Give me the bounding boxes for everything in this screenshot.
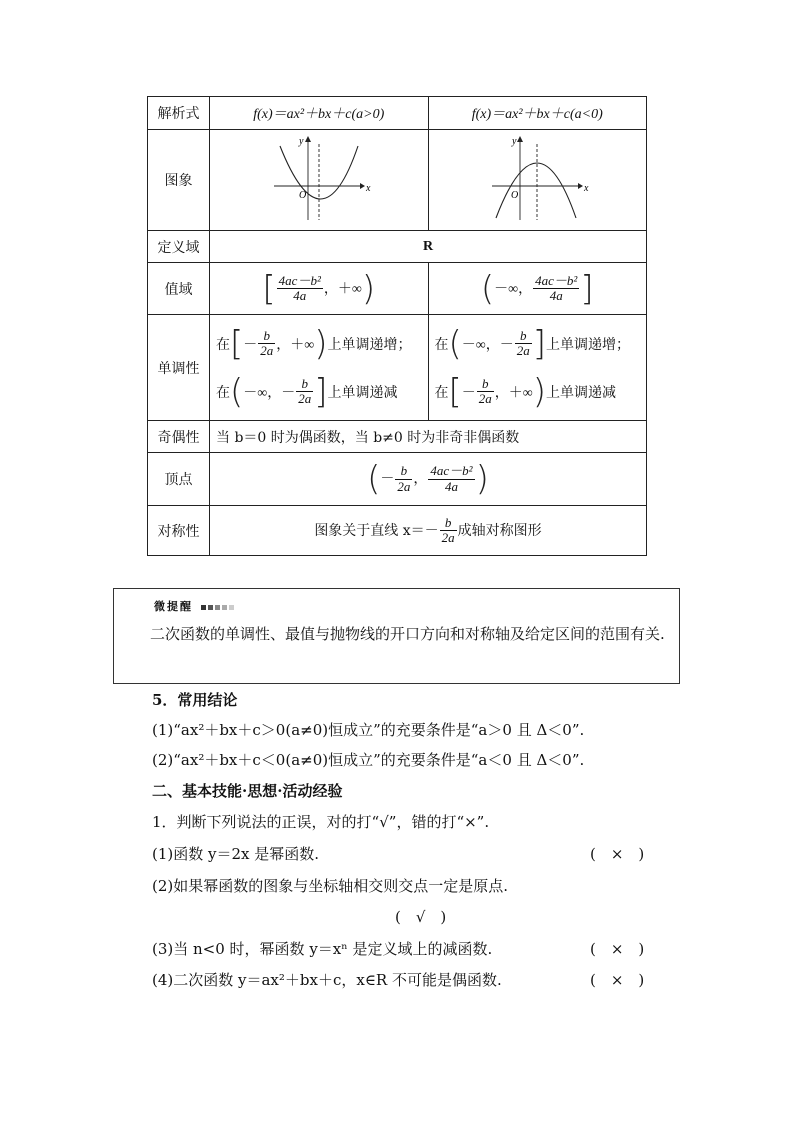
- y-axis-label: y: [298, 136, 304, 147]
- fraction-numerator: 4ac－b²: [535, 272, 578, 288]
- table-row-domain: [148, 231, 647, 263]
- range-a-positive: [ $\frac{\text{4ac－b²}}{4a}$ ，＋∞): [210, 263, 429, 315]
- row-label: 值域: [148, 263, 210, 315]
- list-item: (2)如果幂函数的图象与坐标轴相交则交点一定是原点.: [152, 877, 509, 895]
- conclusions-heading: 5．常用结论: [152, 691, 238, 709]
- row-label: 顶点: [148, 453, 210, 506]
- row-label: 图象: [148, 130, 210, 231]
- tip-title: 微提醒: [154, 598, 234, 614]
- expr-a-negative: f(x)＝ax²＋bx＋c(a<0): [428, 97, 647, 130]
- range-rest: ，＋∞: [323, 281, 362, 297]
- increasing-interval: 在 ( －∞，－ $\frac{b}{2a}$ ] 上单调递增；: [434, 323, 631, 364]
- range-start: －∞，: [494, 281, 533, 297]
- table-row-parity: [148, 421, 647, 453]
- row-label: 定义域: [148, 231, 210, 263]
- origin-label: O: [298, 190, 306, 201]
- expr-a-positive: f(x)＝ax²＋bx＋c(a>0): [210, 97, 429, 130]
- conclusion-item-1: (1)“ax²＋bx＋c＞0(a≠0)恒成立”的充要条件是“a＞0 且 Δ＜0”.: [152, 721, 585, 739]
- conclusion-item-2: (2)“ax²＋bx＋c＜0(a≠0)恒成立”的充要条件是“a＜0 且 Δ＜0”.: [152, 751, 585, 769]
- row-label: 单调性: [148, 315, 210, 421]
- y-axis-label: y: [512, 136, 517, 147]
- monotonic-a-positive: [210, 315, 429, 421]
- question-prompt: 1．判断下列说法的正误，对的打“√”，错的打“×”.: [152, 813, 490, 831]
- table-row-expression: [148, 97, 647, 130]
- answer-mark: ( × ): [590, 971, 645, 989]
- row-label: 对称性: [148, 506, 210, 556]
- list-item: (3)当 n<0 时，幂函数 y＝xⁿ 是定义域上的减函数.: [152, 940, 493, 958]
- graph-upward-cell: [210, 130, 429, 231]
- table-row-monotonicity: [148, 315, 647, 421]
- table-row-range: [148, 263, 647, 315]
- parity-value: 当 b＝0 时为偶函数，当 b≠0 时为非奇非偶函数: [210, 421, 647, 453]
- tip-text: 二次函数的单调性、最值与抛物线的开口方向和对称轴及给定区间的范围有关.: [150, 625, 665, 643]
- table-row-graph: [148, 130, 647, 231]
- tip-box: [113, 588, 680, 684]
- row-label: 解析式: [148, 97, 210, 130]
- monotonic-a-negative: [428, 315, 647, 421]
- increasing-interval: 在 [ － $\frac{b}{2a}$ ，＋∞ ) 上单调递增；: [216, 323, 412, 364]
- decreasing-interval: 在 ( －∞，－ $\frac{b}{2a}$ ] 上单调递减: [216, 371, 398, 412]
- quadratic-properties-table: [147, 96, 647, 556]
- list-item: (4)二次函数 y＝ax²＋bx＋c，x∈R 不可能是偶函数.: [152, 971, 502, 989]
- section-heading: 二、基本技能·思想·活动经验: [152, 782, 343, 800]
- list-item: (1)函数 y＝2x 是幂函数.: [152, 845, 320, 863]
- graph-downward-cell: [428, 130, 647, 231]
- answer-mark: ( × ): [590, 845, 645, 863]
- downward-parabola-graph: [482, 134, 592, 222]
- fraction-denominator: 4a: [549, 288, 563, 303]
- table-row-symmetry: [148, 506, 647, 556]
- range-a-negative: (－∞， $\frac{\text{4ac－b²}}{4a}$ ]: [428, 263, 647, 315]
- symmetry-value: 图象关于直线 x＝－ $\frac{b}{2a}$ 成轴对称图形: [210, 506, 647, 556]
- origin-label: O: [511, 190, 519, 201]
- row-label: 奇偶性: [148, 421, 210, 453]
- fraction-numerator: 4ac－b²: [278, 272, 321, 288]
- x-axis-label: x: [365, 183, 371, 194]
- table-row-vertex: [148, 453, 647, 506]
- upward-parabola-graph: [264, 134, 374, 222]
- decreasing-interval: 在 [ － $\frac{b}{2a}$ ，＋∞ ) 上单调递减: [434, 371, 617, 412]
- vertex-value: (－ $\frac{b}{2a}$ ， $\frac{\text{4ac－b²}}{4a}$ ): [210, 453, 647, 506]
- fraction-denominator: 4a: [293, 288, 307, 303]
- domain-value: R: [210, 231, 647, 263]
- answer-mark: ( √ ): [395, 908, 447, 926]
- x-axis-label: x: [584, 183, 589, 194]
- answer-mark: ( × ): [590, 940, 645, 958]
